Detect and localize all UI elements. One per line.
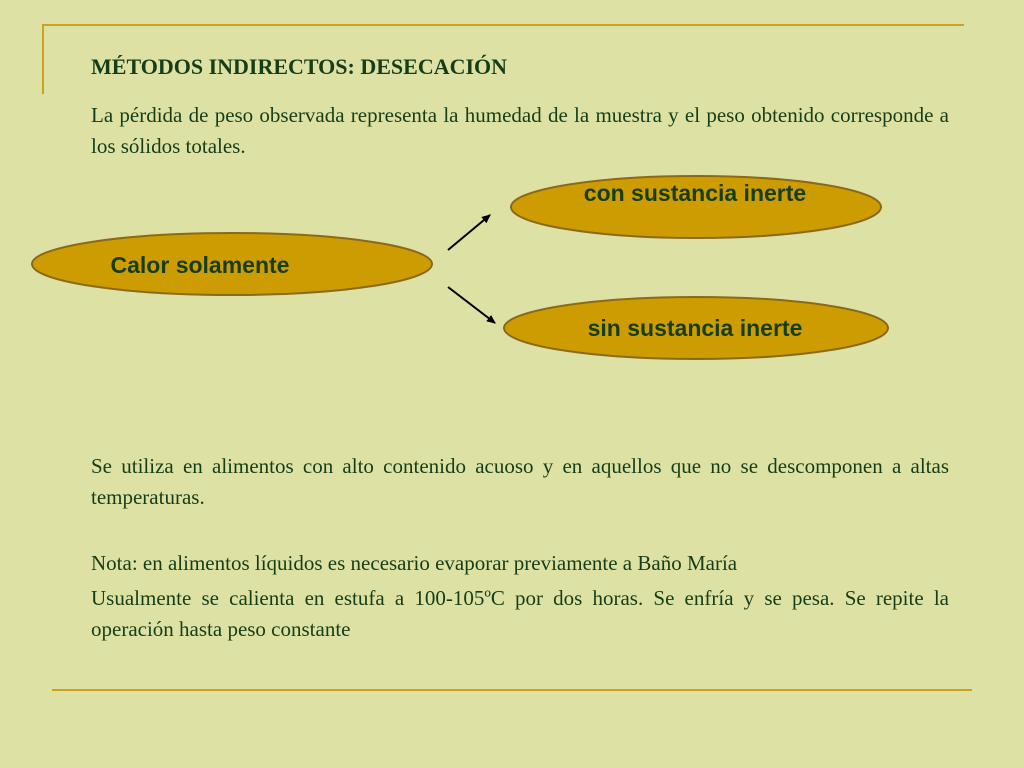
intro-paragraph: La pérdida de peso observada representa la humedad de la muestra y el peso obtenido corresponde a los sólidos totales. bbox=[91, 103, 949, 158]
slide-title: MÉTODOS INDIRECTOS: DESECACIÓN bbox=[91, 54, 508, 79]
procedure-paragraph: Usualmente se calienta en estufa a 100-105ºC por dos horas. Se enfría y se pesa. Se repite la operación hasta peso constante bbox=[91, 586, 949, 641]
arrow-to-sin-sustancia bbox=[448, 287, 495, 323]
note-paragraph: Nota: en alimentos líquidos es necesario evaporar previamente a Baño María bbox=[91, 551, 738, 575]
label-calor-solamente: Calor solamente bbox=[110, 252, 290, 278]
label-con-sustancia-inerte: con sustancia inerte bbox=[583, 180, 807, 206]
arrow-to-con-sustancia bbox=[448, 215, 490, 250]
usage-paragraph: Se utiliza en alimentos con alto contenido acuoso y en aquellos que no se descomponen a altas temperaturas. bbox=[91, 454, 949, 509]
label-sin-sustancia-inerte: sin sustancia inerte bbox=[587, 315, 803, 341]
